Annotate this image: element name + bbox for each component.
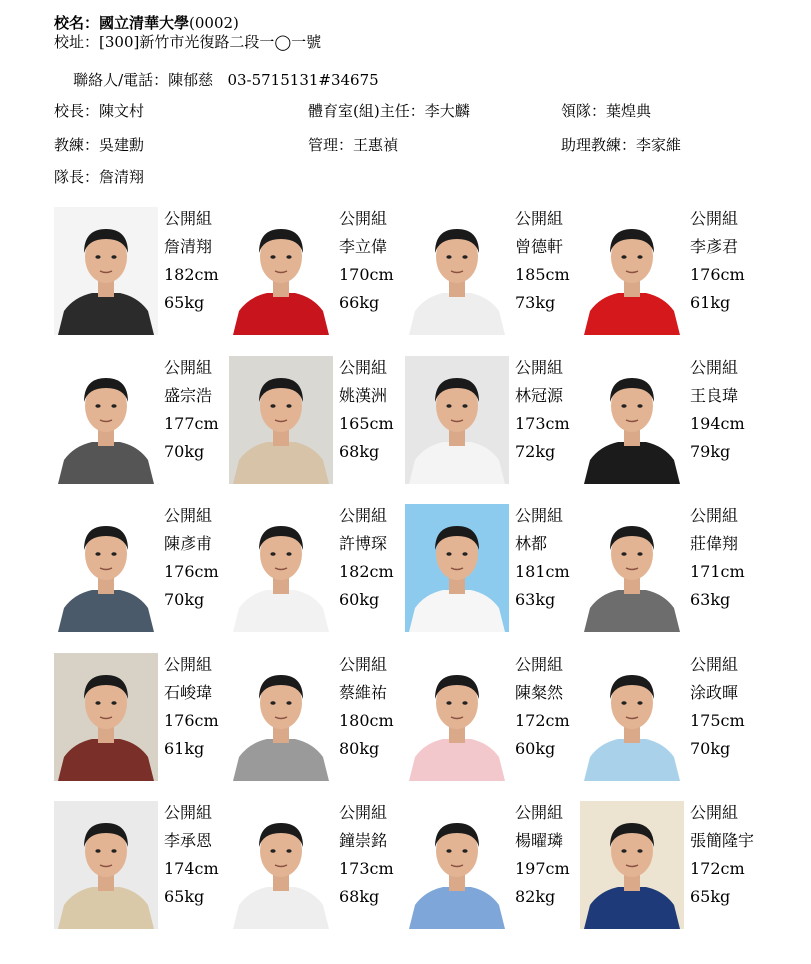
player-info <box>339 651 394 763</box>
player-weight: 82kg <box>515 887 556 906</box>
player-height: 176cm <box>164 562 219 581</box>
player-height: 176cm <box>690 265 745 284</box>
portrait-image <box>580 504 684 632</box>
player-card <box>405 502 580 633</box>
player-weight: 66kg <box>339 293 380 312</box>
player-name: 石峻瑋 <box>164 683 213 702</box>
player-group: 公開組 <box>690 506 739 525</box>
player-height: 175cm <box>690 711 745 730</box>
player-height: 176cm <box>164 711 219 730</box>
player-weight: 65kg <box>164 293 205 312</box>
player-group: 公開組 <box>690 803 739 822</box>
player-group: 公開組 <box>515 358 564 377</box>
player-name: 李承恩 <box>164 831 213 850</box>
player-group: 公開組 <box>690 358 739 377</box>
player-info <box>690 502 745 614</box>
player-card <box>580 799 755 930</box>
staff-value: 李家維 <box>636 136 682 154</box>
player-photo <box>405 801 509 929</box>
player-group: 公開組 <box>164 209 213 228</box>
player-name: 李立偉 <box>339 237 388 256</box>
player-name: 詹清翔 <box>164 237 213 256</box>
player-name: 曾德軒 <box>515 237 564 256</box>
player-weight: 70kg <box>164 590 205 609</box>
staff-coach <box>54 134 144 155</box>
school-address-label: 校址： <box>54 33 100 51</box>
school-name-label: 校名： <box>54 14 100 32</box>
player-card <box>54 205 229 336</box>
player-card <box>580 651 755 782</box>
player-name: 莊偉翔 <box>690 534 739 553</box>
player-photo <box>229 504 333 632</box>
staff-value: 王惠禎 <box>353 136 399 154</box>
player-card <box>229 502 404 633</box>
portrait-image <box>229 207 333 335</box>
staff-pe-director <box>308 100 470 121</box>
portrait-image <box>54 801 158 929</box>
player-photo <box>229 653 333 781</box>
staff-value: 陳文村 <box>99 102 145 120</box>
portrait-image <box>229 801 333 929</box>
contact-value: 陳郁慈 03-5715131#34675 <box>168 71 379 89</box>
player-info <box>164 799 219 911</box>
staff-label: 教練： <box>54 136 100 154</box>
player-name: 林冠源 <box>515 386 564 405</box>
player-info <box>339 502 394 614</box>
staff-manager <box>308 134 398 155</box>
player-card <box>229 651 404 782</box>
player-group: 公開組 <box>339 358 388 377</box>
player-height: 165cm <box>339 414 394 433</box>
player-group: 公開組 <box>515 655 564 674</box>
player-photo <box>580 504 684 632</box>
player-weight: 70kg <box>164 442 205 461</box>
player-card <box>54 799 229 930</box>
player-height: 194cm <box>690 414 745 433</box>
player-group: 公開組 <box>515 209 564 228</box>
player-height: 180cm <box>339 711 394 730</box>
player-name: 涂政暉 <box>690 683 739 702</box>
school-name-line <box>54 14 379 33</box>
player-weight: 80kg <box>339 739 380 758</box>
player-info <box>690 354 745 466</box>
staff-label: 助理教練： <box>561 136 637 154</box>
player-photo <box>580 207 684 335</box>
player-group: 公開組 <box>339 506 388 525</box>
player-info <box>690 799 754 911</box>
player-card <box>229 205 404 336</box>
player-weight: 65kg <box>164 887 205 906</box>
player-card <box>405 651 580 782</box>
player-photo <box>54 801 158 929</box>
player-photo <box>405 207 509 335</box>
player-height: 174cm <box>164 859 219 878</box>
staff-label: 隊長： <box>54 168 100 186</box>
player-info <box>515 205 570 317</box>
player-name: 林都 <box>515 534 548 553</box>
portrait-image <box>405 653 509 781</box>
staff-label: 體育室(組)主任： <box>308 102 425 120</box>
portrait-image <box>229 356 333 484</box>
player-weight: 63kg <box>690 590 731 609</box>
player-group: 公開組 <box>339 655 388 674</box>
player-info <box>339 799 394 911</box>
player-grid <box>54 205 784 945</box>
staff-value: 李大麟 <box>424 102 470 120</box>
staff-value: 詹清翔 <box>99 168 145 186</box>
player-info <box>339 205 394 317</box>
player-weight: 60kg <box>515 739 556 758</box>
player-photo <box>405 356 509 484</box>
player-card <box>54 502 229 633</box>
player-photo <box>54 504 158 632</box>
player-card <box>580 205 755 336</box>
player-card <box>54 354 229 485</box>
player-weight: 63kg <box>515 590 556 609</box>
player-weight: 65kg <box>690 887 731 906</box>
staff-principal <box>54 100 144 121</box>
player-photo <box>580 356 684 484</box>
player-photo <box>229 801 333 929</box>
player-info <box>515 651 570 763</box>
portrait-image <box>580 653 684 781</box>
player-photo <box>54 653 158 781</box>
player-card <box>54 651 229 782</box>
player-name: 盛宗浩 <box>164 386 213 405</box>
player-group: 公開組 <box>339 803 388 822</box>
player-height: 172cm <box>515 711 570 730</box>
player-card <box>405 799 580 930</box>
portrait-image <box>54 356 158 484</box>
player-info <box>339 354 394 466</box>
player-group: 公開組 <box>339 209 388 228</box>
player-name: 張簡隆宇 <box>690 831 755 850</box>
contact-label: 聯絡人/電話： <box>73 71 169 89</box>
player-photo <box>229 207 333 335</box>
player-weight: 73kg <box>515 293 556 312</box>
player-group: 公開組 <box>515 506 564 525</box>
portrait-image <box>580 207 684 335</box>
portrait-image <box>54 207 158 335</box>
school-address-line <box>54 33 379 52</box>
portrait-image <box>405 356 509 484</box>
school-header <box>54 14 379 109</box>
player-name: 王良瑋 <box>690 386 739 405</box>
player-height: 170cm <box>339 265 394 284</box>
player-group: 公開組 <box>164 358 213 377</box>
player-group: 公開組 <box>164 655 213 674</box>
player-group: 公開組 <box>690 209 739 228</box>
player-info <box>690 651 745 763</box>
player-photo <box>580 653 684 781</box>
player-height: 172cm <box>690 859 745 878</box>
school-name: 國立清華大學 <box>99 14 190 32</box>
player-card <box>580 502 755 633</box>
player-name: 許博琛 <box>339 534 388 553</box>
player-height: 181cm <box>515 562 570 581</box>
school-address: [300]新竹市光復路二段一◯一號 <box>99 33 322 51</box>
player-photo <box>405 653 509 781</box>
player-photo <box>54 207 158 335</box>
player-name: 陳粲然 <box>515 683 564 702</box>
player-height: 182cm <box>339 562 394 581</box>
player-name: 陳彥甫 <box>164 534 213 553</box>
player-weight: 72kg <box>515 442 556 461</box>
staff-label: 管理： <box>308 136 354 154</box>
player-card <box>229 799 404 930</box>
portrait-image <box>405 504 509 632</box>
player-height: 197cm <box>515 859 570 878</box>
player-photo <box>580 801 684 929</box>
player-card <box>405 354 580 485</box>
player-group: 公開組 <box>164 803 213 822</box>
player-info <box>164 502 219 614</box>
player-group: 公開組 <box>690 655 739 674</box>
portrait-image <box>405 801 509 929</box>
player-info <box>515 502 570 614</box>
player-height: 171cm <box>690 562 745 581</box>
staff-captain <box>54 166 144 187</box>
player-weight: 68kg <box>339 887 380 906</box>
portrait-image <box>54 653 158 781</box>
portrait-image <box>580 801 684 929</box>
player-weight: 68kg <box>339 442 380 461</box>
school-code: (0002) <box>189 14 239 32</box>
player-info <box>164 651 219 763</box>
player-weight: 61kg <box>690 293 731 312</box>
player-card <box>405 205 580 336</box>
staff-label: 領隊： <box>561 102 607 120</box>
player-card <box>580 354 755 485</box>
portrait-image <box>229 504 333 632</box>
staff-team-leader <box>561 100 651 121</box>
player-name: 鐘崇銘 <box>339 831 388 850</box>
player-group: 公開組 <box>515 803 564 822</box>
player-weight: 61kg <box>164 739 205 758</box>
player-weight: 79kg <box>690 442 731 461</box>
player-height: 173cm <box>515 414 570 433</box>
player-info <box>515 354 570 466</box>
player-height: 177cm <box>164 414 219 433</box>
portrait-image <box>405 207 509 335</box>
player-weight: 70kg <box>690 739 731 758</box>
player-name: 姚漢洲 <box>339 386 388 405</box>
staff-assistant-coach <box>561 134 681 155</box>
player-name: 李彥君 <box>690 237 739 256</box>
player-photo <box>229 356 333 484</box>
player-height: 173cm <box>339 859 394 878</box>
player-group: 公開組 <box>164 506 213 525</box>
staff-label: 校長： <box>54 102 100 120</box>
player-info <box>164 205 219 317</box>
portrait-image <box>54 504 158 632</box>
player-weight: 60kg <box>339 590 380 609</box>
player-card <box>229 354 404 485</box>
player-info <box>515 799 570 911</box>
player-photo <box>405 504 509 632</box>
player-name: 蔡維祐 <box>339 683 388 702</box>
player-info <box>164 354 219 466</box>
staff-value: 吳建勳 <box>99 136 145 154</box>
player-height: 185cm <box>515 265 570 284</box>
player-info <box>690 205 745 317</box>
portrait-image <box>229 653 333 781</box>
player-photo <box>54 356 158 484</box>
portrait-image <box>580 356 684 484</box>
player-height: 182cm <box>164 265 219 284</box>
staff-value: 葉煌典 <box>606 102 652 120</box>
player-name: 楊曜璘 <box>515 831 564 850</box>
